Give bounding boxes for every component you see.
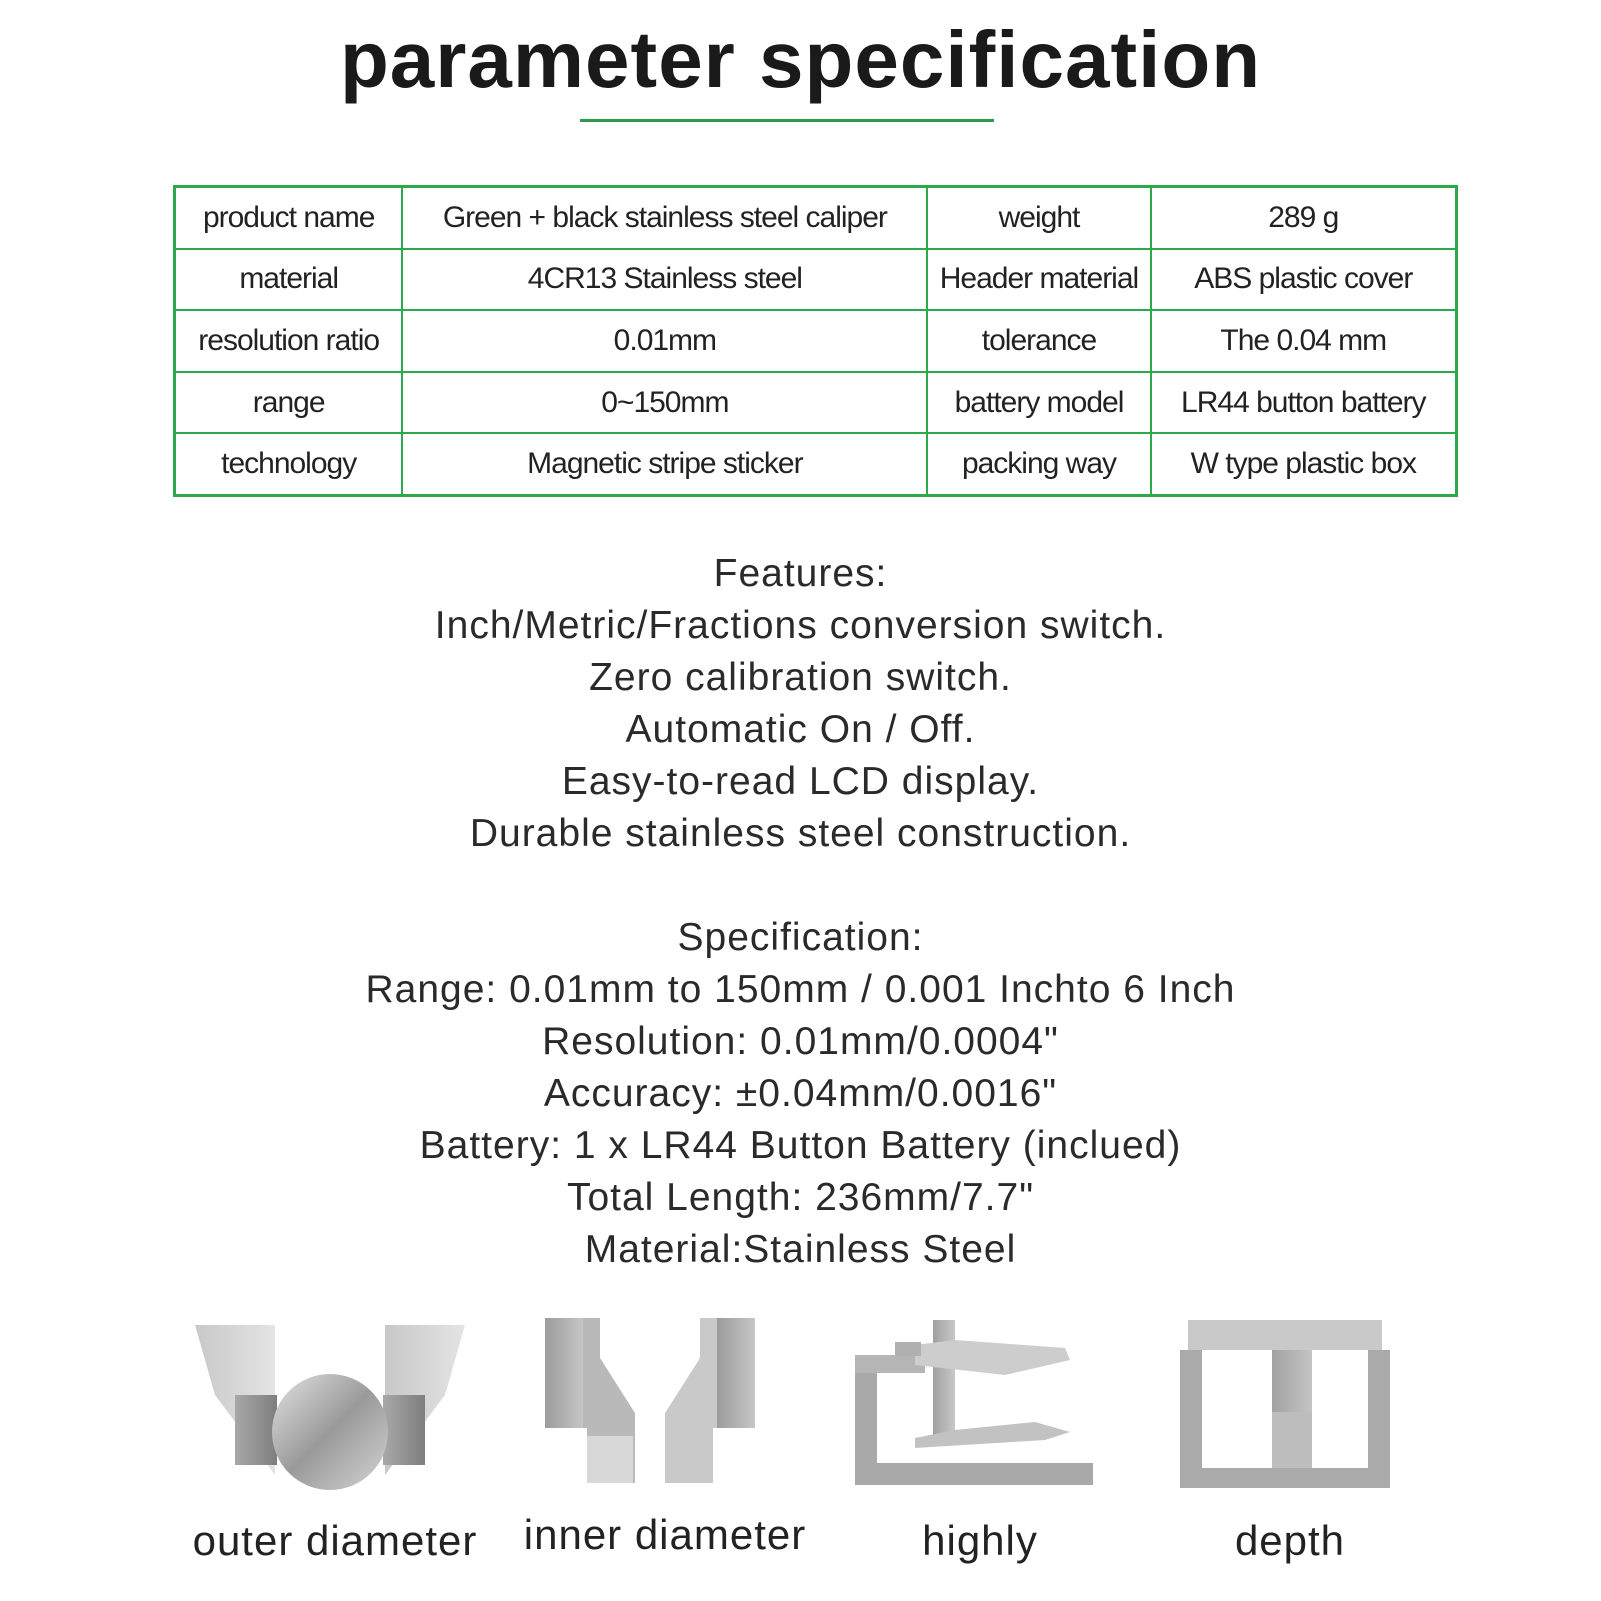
- spec-line: Total Length: 236mm/7.7": [566, 1176, 1035, 1219]
- specification-heading: Specification:: [677, 916, 924, 959]
- measurement-icons: [0, 1325, 1601, 1601]
- table-row: [175, 310, 1457, 372]
- feature-line: Durable stainless steel construction.: [469, 812, 1132, 855]
- spec-line: Battery: 1 x LR44 Button Battery (inclued): [419, 1124, 1182, 1167]
- outer-diameter-icon: [195, 1325, 475, 1505]
- table-cell-value: 4CR13 Stainless steel: [402, 249, 927, 311]
- feature-line: Zero calibration switch.: [589, 656, 1012, 699]
- spec-line: Accuracy: ±0.04mm/0.0016": [543, 1072, 1058, 1115]
- table-cell-value: 0~150mm: [402, 372, 927, 434]
- spec-line: Material:Stainless Steel: [584, 1228, 1017, 1271]
- table-cell-value: Green + black stainless steel caliper: [402, 187, 927, 249]
- feature-line: Inch/Metric/Fractions conversion switch.: [434, 604, 1167, 647]
- spec-table: [173, 185, 1458, 497]
- specification-section: [0, 912, 1601, 1276]
- page-title: parameter specification: [339, 15, 1262, 104]
- table-row: [175, 433, 1457, 495]
- table-cell-value: LR44 button battery: [1151, 372, 1457, 434]
- table-cell-value: The 0.04 mm: [1151, 310, 1457, 372]
- table-cell-value: ABS plastic cover: [1151, 249, 1457, 311]
- table-cell-value: 0.01mm: [402, 310, 927, 372]
- table-cell-label: technology: [175, 433, 403, 495]
- icon-label-depth: depth: [1234, 1517, 1346, 1564]
- table-cell-label: resolution ratio: [175, 310, 403, 372]
- icon-label-inner-diameter: inner diameter: [523, 1511, 807, 1558]
- title-divider: [580, 119, 994, 122]
- table-cell-label: tolerance: [927, 310, 1150, 372]
- feature-line: Automatic On / Off.: [625, 708, 976, 751]
- icon-label-highly: highly: [922, 1517, 1038, 1564]
- features-heading: Features:: [713, 552, 888, 595]
- table-cell-value: 289 g: [1151, 187, 1457, 249]
- icon-label-outer-diameter: outer diameter: [192, 1517, 478, 1564]
- feature-line: Easy-to-read LCD display.: [561, 760, 1040, 803]
- spec-line: Range: 0.01mm to 150mm / 0.001 Inchto 6 Inch: [365, 968, 1236, 1011]
- table-cell-label: packing way: [927, 433, 1150, 495]
- table-cell-label: Header material: [927, 249, 1150, 311]
- table-row: [175, 372, 1457, 434]
- table-row: [175, 249, 1457, 311]
- features-section: [0, 548, 1601, 860]
- inner-diameter-icon: [545, 1318, 755, 1493]
- table-cell-label: material: [175, 249, 403, 311]
- depth-icon: [1180, 1320, 1390, 1490]
- table-cell-value: W type plastic box: [1151, 433, 1457, 495]
- height-icon: [855, 1320, 1095, 1490]
- table-cell-label: range: [175, 372, 403, 434]
- spec-line: Resolution: 0.01mm/0.0004": [542, 1020, 1059, 1063]
- table-row: [175, 187, 1457, 249]
- table-cell-label: battery model: [927, 372, 1150, 434]
- table-cell-label: product name: [175, 187, 403, 249]
- table-cell-value: Magnetic stripe sticker: [402, 433, 927, 495]
- table-cell-label: weight: [927, 187, 1150, 249]
